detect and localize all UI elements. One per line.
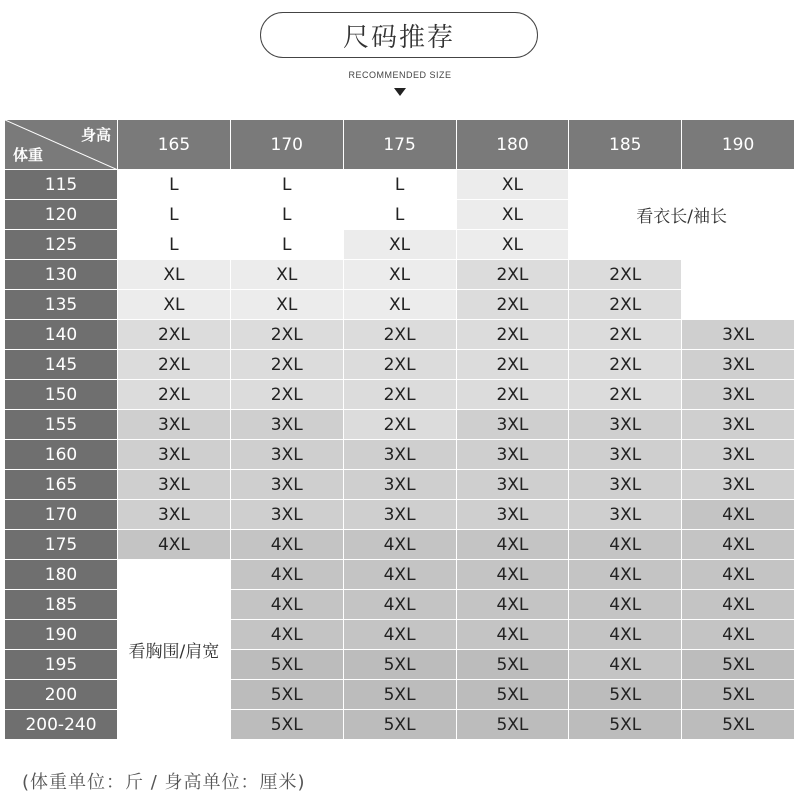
weight-header: 185 — [5, 590, 118, 620]
page-subtitle: RECOMMENDED SIZE — [348, 70, 452, 80]
note-length-sleeve-ext — [682, 260, 795, 320]
height-header: 175 — [344, 120, 457, 170]
size-cell: 4XL — [118, 530, 231, 560]
size-cell: 3XL — [682, 470, 795, 500]
size-cell: 3XL — [682, 440, 795, 470]
size-cell: XL — [457, 200, 570, 230]
size-cell: 4XL — [682, 530, 795, 560]
weight-header: 125 — [5, 230, 118, 260]
size-cell: 4XL — [569, 620, 682, 650]
size-cell: 3XL — [344, 470, 457, 500]
size-cell: 4XL — [231, 590, 344, 620]
size-cell: 5XL — [457, 680, 570, 710]
weight-header: 180 — [5, 560, 118, 590]
weight-axis-label: 体重 — [13, 146, 44, 164]
size-cell: 3XL — [344, 500, 457, 530]
size-cell: XL — [344, 290, 457, 320]
size-cell: XL — [118, 260, 231, 290]
down-arrow-icon — [394, 88, 406, 96]
size-table — [5, 120, 795, 740]
size-cell: 3XL — [569, 470, 682, 500]
size-cell: 2XL — [569, 320, 682, 350]
size-cell: L — [344, 170, 457, 200]
size-cell: 3XL — [457, 500, 570, 530]
size-cell: 3XL — [118, 470, 231, 500]
size-cell: L — [344, 200, 457, 230]
size-cell: 4XL — [569, 650, 682, 680]
size-cell: L — [118, 170, 231, 200]
size-cell: 2XL — [569, 380, 682, 410]
size-cell: 4XL — [344, 530, 457, 560]
size-cell: 3XL — [457, 470, 570, 500]
size-cell: 4XL — [682, 500, 795, 530]
size-cell: XL — [231, 260, 344, 290]
size-cell: 5XL — [344, 680, 457, 710]
size-cell: 5XL — [569, 680, 682, 710]
weight-header: 175 — [5, 530, 118, 560]
units-footnote: (体重单位：斤 / 身高单位：厘米) — [22, 772, 306, 793]
size-cell: L — [231, 230, 344, 260]
table-corner — [5, 120, 118, 170]
size-cell: 4XL — [457, 620, 570, 650]
note-chest-shoulder: 看胸围/肩宽 — [118, 560, 231, 740]
page-title: 尺码推荐 — [260, 12, 538, 58]
weight-header: 200 — [5, 680, 118, 710]
size-cell: 2XL — [344, 410, 457, 440]
size-cell: 3XL — [457, 440, 570, 470]
size-cell: 3XL — [231, 440, 344, 470]
height-header: 185 — [569, 120, 682, 170]
size-cell: L — [231, 200, 344, 230]
size-cell: 4XL — [682, 620, 795, 650]
weight-header: 130 — [5, 260, 118, 290]
size-cell: XL — [344, 230, 457, 260]
size-cell: 5XL — [569, 710, 682, 740]
size-cell: 2XL — [457, 320, 570, 350]
height-axis-label: 身高 — [80, 126, 111, 144]
weight-header: 135 — [5, 290, 118, 320]
size-cell: 2XL — [118, 380, 231, 410]
size-cell: 2XL — [344, 350, 457, 380]
size-cell: XL — [231, 290, 344, 320]
size-cell: 3XL — [569, 500, 682, 530]
size-cell: 5XL — [231, 710, 344, 740]
size-cell: 4XL — [682, 560, 795, 590]
size-cell: L — [231, 170, 344, 200]
size-cell: 3XL — [569, 440, 682, 470]
size-cell: 2XL — [457, 260, 570, 290]
size-cell: 2XL — [457, 350, 570, 380]
note-length-sleeve: 看衣长/袖长 — [569, 170, 795, 260]
weight-header: 150 — [5, 380, 118, 410]
height-header: 170 — [231, 120, 344, 170]
size-cell: 2XL — [569, 290, 682, 320]
size-cell: 4XL — [457, 530, 570, 560]
weight-header: 115 — [5, 170, 118, 200]
size-cell: 4XL — [344, 560, 457, 590]
weight-header: 160 — [5, 440, 118, 470]
size-cell: 3XL — [682, 380, 795, 410]
size-cell: 2XL — [569, 350, 682, 380]
weight-header: 155 — [5, 410, 118, 440]
size-cell: 3XL — [569, 410, 682, 440]
size-cell: 4XL — [569, 560, 682, 590]
size-cell: 2XL — [457, 380, 570, 410]
size-cell: 2XL — [344, 320, 457, 350]
size-cell: 5XL — [682, 650, 795, 680]
size-cell: 3XL — [231, 500, 344, 530]
size-cell: 3XL — [682, 410, 795, 440]
size-cell: 5XL — [457, 710, 570, 740]
size-cell: 3XL — [118, 410, 231, 440]
weight-header: 165 — [5, 470, 118, 500]
size-cell: 4XL — [344, 590, 457, 620]
size-cell: XL — [457, 170, 570, 200]
size-cell: 5XL — [682, 680, 795, 710]
size-cell: 3XL — [682, 320, 795, 350]
size-cell: 5XL — [231, 650, 344, 680]
height-header: 180 — [457, 120, 570, 170]
height-header: 190 — [682, 120, 795, 170]
size-cell: 2XL — [344, 380, 457, 410]
size-cell: 4XL — [569, 590, 682, 620]
size-cell: 3XL — [457, 410, 570, 440]
size-cell: 4XL — [457, 590, 570, 620]
size-cell: 3XL — [682, 350, 795, 380]
size-cell: XL — [118, 290, 231, 320]
size-cell: 5XL — [344, 650, 457, 680]
size-cell: 5XL — [231, 680, 344, 710]
size-cell: 4XL — [682, 590, 795, 620]
size-cell: 4XL — [231, 530, 344, 560]
weight-header: 120 — [5, 200, 118, 230]
size-cell: 5XL — [682, 710, 795, 740]
size-cell: XL — [457, 230, 570, 260]
size-cell: 5XL — [344, 710, 457, 740]
size-cell: XL — [344, 260, 457, 290]
weight-header: 140 — [5, 320, 118, 350]
size-cell: 4XL — [569, 530, 682, 560]
size-cell: 2XL — [569, 260, 682, 290]
size-cell: L — [118, 200, 231, 230]
size-cell: 4XL — [231, 560, 344, 590]
size-cell: 3XL — [118, 440, 231, 470]
size-cell: 3XL — [231, 410, 344, 440]
size-cell: 5XL — [457, 650, 570, 680]
size-cell: 3XL — [344, 440, 457, 470]
size-cell: 3XL — [231, 470, 344, 500]
size-cell: L — [118, 230, 231, 260]
weight-header: 170 — [5, 500, 118, 530]
height-header: 165 — [118, 120, 231, 170]
size-cell: 2XL — [231, 320, 344, 350]
size-cell: 2XL — [457, 290, 570, 320]
size-cell: 4XL — [231, 620, 344, 650]
size-cell: 3XL — [118, 500, 231, 530]
weight-header: 145 — [5, 350, 118, 380]
weight-header: 200-240 — [5, 710, 118, 740]
size-cell: 2XL — [118, 350, 231, 380]
weight-header: 195 — [5, 650, 118, 680]
size-cell: 2XL — [231, 380, 344, 410]
size-cell: 2XL — [118, 320, 231, 350]
size-cell: 4XL — [344, 620, 457, 650]
size-cell: 2XL — [231, 350, 344, 380]
size-cell: 4XL — [457, 560, 570, 590]
weight-header: 190 — [5, 620, 118, 650]
